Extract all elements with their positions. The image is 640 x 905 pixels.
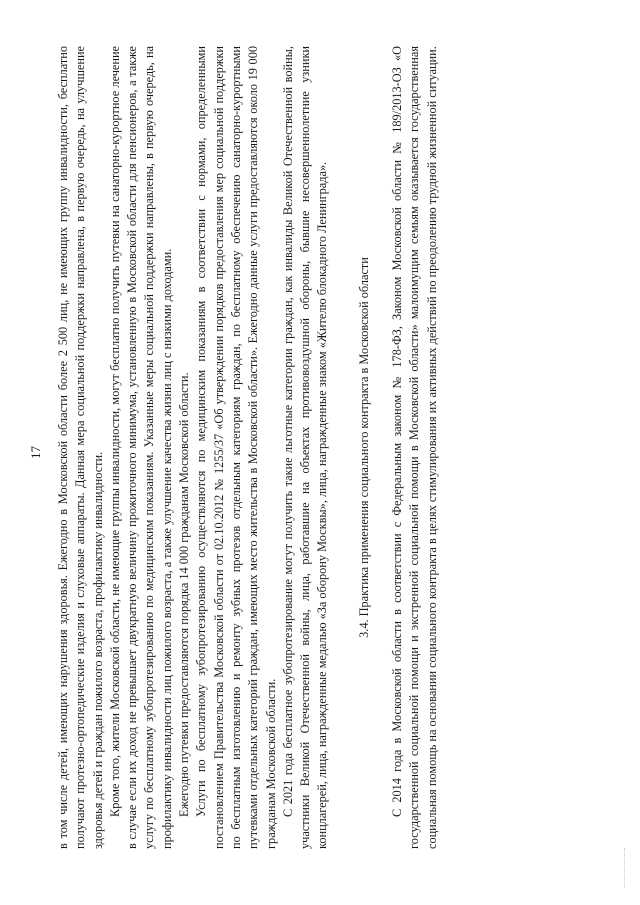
paragraphs-after-heading — [389, 46, 441, 849]
paragraph: С 2021 года бесплатное зубопротезирование могут получить такие льготные категории граждан, как инвалиды Великой Отечественной войны, участники Великой Отечественной войны, лица, работавшие на объектах противовоздушной обороны, бывшие несовершеннолетние узники концлагерей, лица, награжденные медалью «За оборону Москвы», лица, награжденные знаком «Жителю блокадного Ленинграда». — [280, 46, 330, 849]
scan-edge-mark — [624, 848, 631, 888]
paragraph: С 2014 года в Московской области в соответствии с Федеральным законом № 178-ФЗ, Законом Московской области № 189/2013-ОЗ «О государственной социальной помощи и экстренной социальной помощи в Московской области» малоимущим семьям оказывается государственная социальная помощь на основании социального контракта в целях стимулирования их активных действий по преодолению трудной жизненной ситуации. — [390, 46, 439, 849]
section-heading: 3.4. Практика применения социального контракта в Московской области — [356, 257, 371, 638]
document-body — [55, 46, 441, 849]
paragraph: Ежегодно путевки предоставляются порядка 14 000 гражданам Московской области. — [177, 372, 192, 817]
page-number: 17 — [28, 446, 43, 459]
paragraph: в том числе детей, имеющих нарушения здоровья. Ежегодно в Московской области более 2 500 лиц, не имеющих группу инвалидности, бесплатно получают протезно-ортопедические изделия и слуховые аппараты. Данная мера социальной поддержки направлена, в первую очередь, на улучшение здоровья детей и граждан пожилого возраста, профилактику инвалидности. — [56, 46, 105, 849]
paragraph: Кроме того, жители Московской области, не имеющие группы инвалидности, могут бесплатно получить путевки на санаторно-курортное лечение в случае если их доход не превышает двукратную величину прожиточного минимума, установленную в Московской области для пенсионеров, а также услугу по бесплатному зубопротезированию по медицинским показаниям. Указанные меры социальной поддержки направлены, в первую очередь, на профилактику инвалидности лиц пожилого возраста, а также улучшение качества жизни лиц с низкими доходами. — [107, 46, 174, 849]
paragraph: Услуги по бесплатному зубопротезированию осуществляются по медицинским показаниям в соответствии с нормами, определенными постановлением Правительства Московской области от 02.10.2012 № 1255/37 «Об утверждении порядков предоставления мер социальной поддержки по бесплатным изготовлению и ремонту зубных протезов отдельным категориям граждан, по бесплатному обеспечению санаторно-курортными путевками отдельных категорий граждан, имеющих место жительства в Московской области». Ежегодно данные услуги предоставляются около 19 000 гражданам Московской области. — [194, 46, 278, 849]
paragraphs-before-heading — [55, 46, 332, 849]
